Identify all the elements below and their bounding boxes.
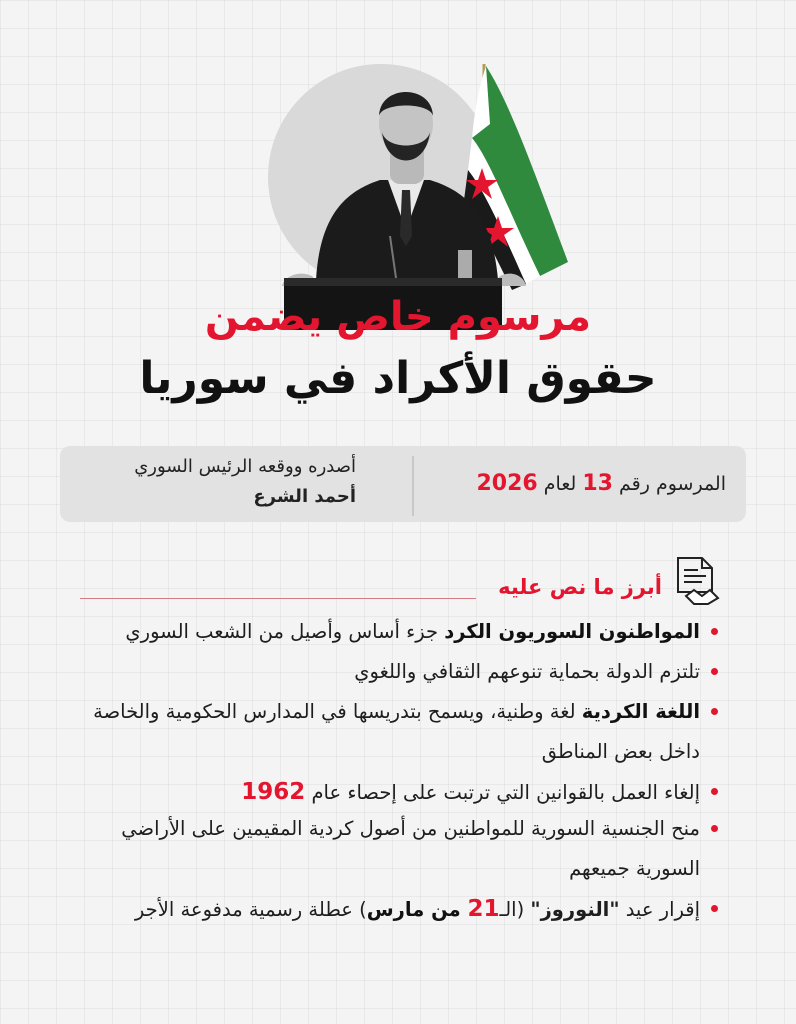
bullet-6-day: 21 xyxy=(467,896,500,922)
decree-number-line xyxy=(477,464,727,504)
section-rule xyxy=(80,598,476,599)
speaker-photo xyxy=(240,40,600,330)
list-item xyxy=(58,652,718,692)
bullet-3-text: لغة وطنية، ويسمح بتدريسها في المدارس الحكومية والخاصة داخل بعض المناطق xyxy=(93,700,700,763)
document-handshake-icon xyxy=(672,556,720,606)
decree-number: 13 xyxy=(582,471,613,496)
list-item xyxy=(58,889,718,930)
card-divider xyxy=(412,456,414,516)
bullet-6-post: ) عطلة رسمية مدفوعة الأجر xyxy=(134,898,367,921)
bullet-3-bold: اللغة الكردية xyxy=(581,700,700,723)
bullet-4-text: إلغاء العمل بالقوانين التي ترتبت على إحصاء عام xyxy=(305,781,700,804)
bullet-6-quote: "النوروز" xyxy=(530,898,620,921)
issued-by-text: أصدره ووقعه الرئيس السوري xyxy=(134,456,356,477)
bullet-2-text: تلتزم الدولة بحماية تنوعهم الثقافي واللغوي xyxy=(354,660,700,683)
list-item xyxy=(58,692,718,772)
list-item xyxy=(58,809,718,889)
bullet-1-text: جزء أساس وأصيل من الشعب السوري xyxy=(125,620,445,643)
bullet-6-month: من مارس xyxy=(366,898,468,921)
list-item xyxy=(58,772,718,813)
bullet-1-bold: المواطنون السوريون الكرد xyxy=(444,620,700,643)
title-line-2: حقوق الأكراد في سوريا xyxy=(139,353,657,404)
issuer-block xyxy=(26,452,382,512)
bullet-5-text: منح الجنسية السورية للمواطنين من أصول كردية المقيمين على الأراضي السورية جميعهم xyxy=(121,817,700,880)
section-title: أبرز ما نص عليه xyxy=(498,575,662,599)
bullet-6-paren: (الـ xyxy=(499,898,531,921)
bullet-6-pre: إقرار عيد xyxy=(619,898,700,921)
title-line-1: مرسوم خاص يضمن xyxy=(204,294,592,340)
bullet-4-year: 1962 xyxy=(241,779,306,805)
president-name: أحمد الشرع xyxy=(253,486,356,507)
provisions-list xyxy=(58,612,718,930)
decree-prefix: المرسوم رقم xyxy=(619,473,726,495)
list-item xyxy=(58,612,718,652)
decree-year-label: لعام xyxy=(543,473,577,495)
decree-year: 2026 xyxy=(476,471,538,496)
